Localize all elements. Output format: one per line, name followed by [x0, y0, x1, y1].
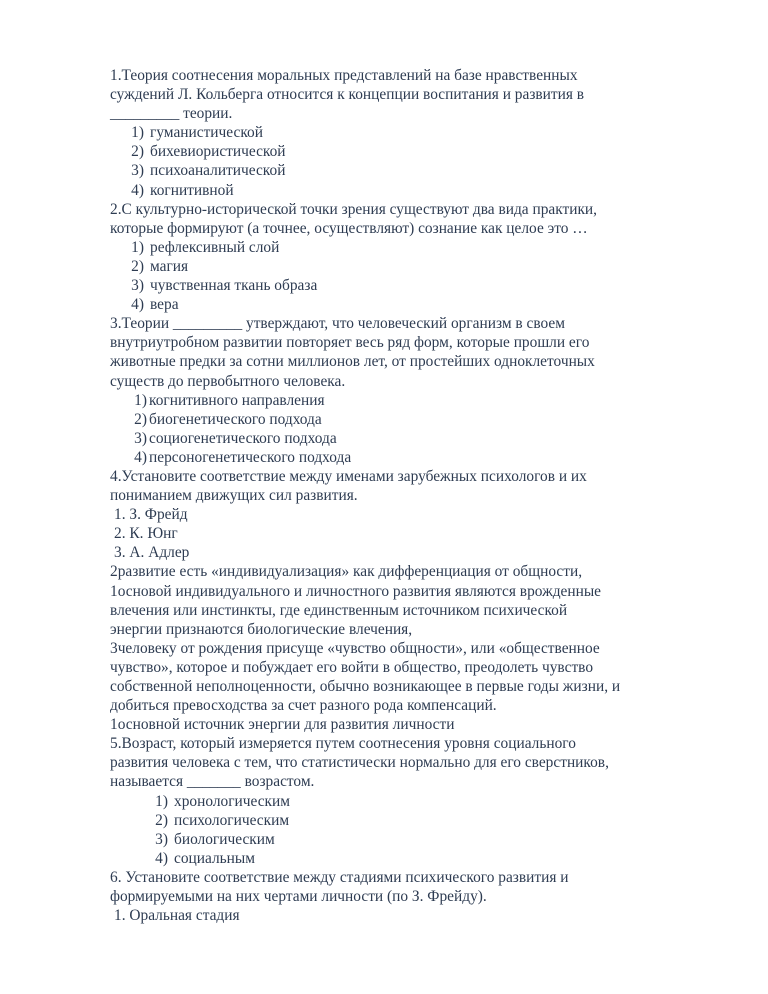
stage-item: 1. Оральная стадия: [114, 907, 240, 925]
match-answer-line: чувство», которое и побуждает его войти в общество, преодолеть чувство: [110, 658, 594, 676]
answer-option: [110, 142, 730, 161]
match-answer-line: 3человеку от рождения присуще «чувство общности», или «общественное: [110, 639, 600, 657]
option-number: 1): [134, 391, 147, 409]
question-6: [110, 868, 730, 925]
option-number: 4): [155, 849, 168, 867]
match-answer-line: 2развитие есть «индивидуализация» как дифференциация от общности,: [110, 563, 583, 581]
question-5: [110, 734, 730, 868]
option-text: когнитивного направления: [149, 391, 325, 409]
question-text-line: 6. Установите соответствие между стадиями психического развития и: [110, 868, 569, 886]
answer-option: [110, 257, 730, 276]
option-number: 1): [131, 238, 144, 256]
question-text-line: 5.Возраст, который измеряется путем соотнесения уровня социального: [110, 735, 576, 753]
answer-option: [110, 830, 730, 849]
question-text-line: формируемыми на них чертами личности (по З. Фрейду).: [110, 888, 487, 906]
option-text: социогенетического подхода: [149, 429, 337, 447]
match-answer-line: влечения или инстинкты, где единственным источником психической: [110, 601, 568, 619]
option-number: 3): [155, 830, 168, 848]
question-text-line: 2.С культурно-исторической точки зрения существуют два вида практики,: [110, 200, 598, 218]
option-text: хронологическим: [174, 792, 290, 810]
answer-option: [110, 391, 730, 410]
question-text-line: _________ теории.: [110, 105, 233, 123]
match-answer-line: 1основной источник энергии для развития личности: [110, 716, 455, 734]
answer-option: [110, 181, 730, 200]
psychologist-name: 2. К. Юнг: [114, 525, 178, 543]
question-2: [110, 200, 730, 315]
question-text-line: которые формируют (а точнее, осуществляют) сознание как целое это …: [110, 219, 588, 237]
option-number: 1): [155, 792, 168, 810]
question-1: [110, 66, 730, 200]
option-number: 4): [134, 448, 147, 466]
option-text: психоаналитической: [150, 162, 286, 180]
question-text-line: развития человека с тем, что статистически нормально для его сверстников,: [110, 754, 609, 772]
answer-option: [110, 429, 730, 448]
option-number: 2): [131, 257, 144, 275]
option-number: 3): [131, 277, 144, 295]
match-answer-line: собственной неполноценности, обычно возникающее в первые годы жизни, и: [110, 678, 621, 695]
answer-option: [110, 161, 730, 180]
answer-option: [110, 792, 730, 811]
option-text: гуманистической: [150, 124, 263, 142]
question-text-line: животные предки за сотни миллионов лет, от простейших одноклеточных: [110, 353, 595, 371]
psychologist-name: 1. З. Фрейд: [114, 506, 188, 524]
option-number: 2): [131, 143, 144, 161]
question-text-line: внутриутробном развитии повторяет весь ряд форм, которые прошли его: [110, 334, 590, 352]
option-text: социальным: [174, 849, 255, 867]
answer-option: [110, 123, 730, 142]
document-page: [110, 66, 730, 925]
option-text: персоногенетического подхода: [149, 448, 352, 466]
question-4: [110, 467, 730, 734]
option-text: вера: [150, 296, 179, 314]
answer-option: [110, 410, 730, 429]
answer-option: [110, 276, 730, 295]
option-text: биологическим: [174, 830, 275, 848]
option-text: биогенетического подхода: [149, 410, 322, 428]
option-text: психологическим: [174, 811, 290, 829]
match-answer-line: энергии признаются биологические влечения,: [110, 620, 413, 638]
answer-option: [110, 448, 730, 467]
option-number: 4): [131, 181, 144, 199]
option-text: бихевиористической: [150, 143, 286, 161]
question-3: [110, 314, 730, 467]
question-text-line: существ до первобытного человека.: [110, 372, 346, 390]
option-text: когнитивной: [150, 181, 234, 199]
option-number: 3): [134, 429, 147, 447]
option-number: 4): [131, 296, 144, 314]
option-number: 1): [131, 124, 144, 142]
match-answer-line: 1основой индивидуального и личностного развития являются врожденные: [110, 582, 602, 600]
option-number: 3): [131, 162, 144, 180]
question-text-line: суждений Л. Кольберга относится к концепции воспитания и развития в: [110, 86, 585, 104]
match-answer-line: добиться превосходства за счет разного рода компенсаций.: [110, 697, 497, 715]
question-text-line: 3.Теории _________ утверждают, что человеческий организм в своем: [110, 315, 565, 333]
answer-option: [110, 849, 730, 868]
option-number: 2): [155, 811, 168, 829]
option-text: рефлексивный слой: [150, 238, 280, 256]
question-text-line: называется _______ возрастом.: [110, 773, 315, 791]
option-number: 2): [134, 410, 147, 428]
question-text-line: 4.Установите соответствие между именами зарубежных психологов и их: [110, 467, 587, 485]
answer-option: [110, 238, 730, 257]
psychologist-name: 3. А. Адлер: [114, 544, 190, 562]
option-text: чувственная ткань образа: [150, 277, 318, 295]
option-text: магия: [150, 257, 189, 275]
answer-option: [110, 811, 730, 830]
answer-option: [110, 295, 730, 314]
question-text-line: 1.Теория соотнесения моральных представлений на базе нравственных: [110, 67, 578, 84]
question-text-line: пониманием движущих сил развития.: [110, 487, 358, 505]
